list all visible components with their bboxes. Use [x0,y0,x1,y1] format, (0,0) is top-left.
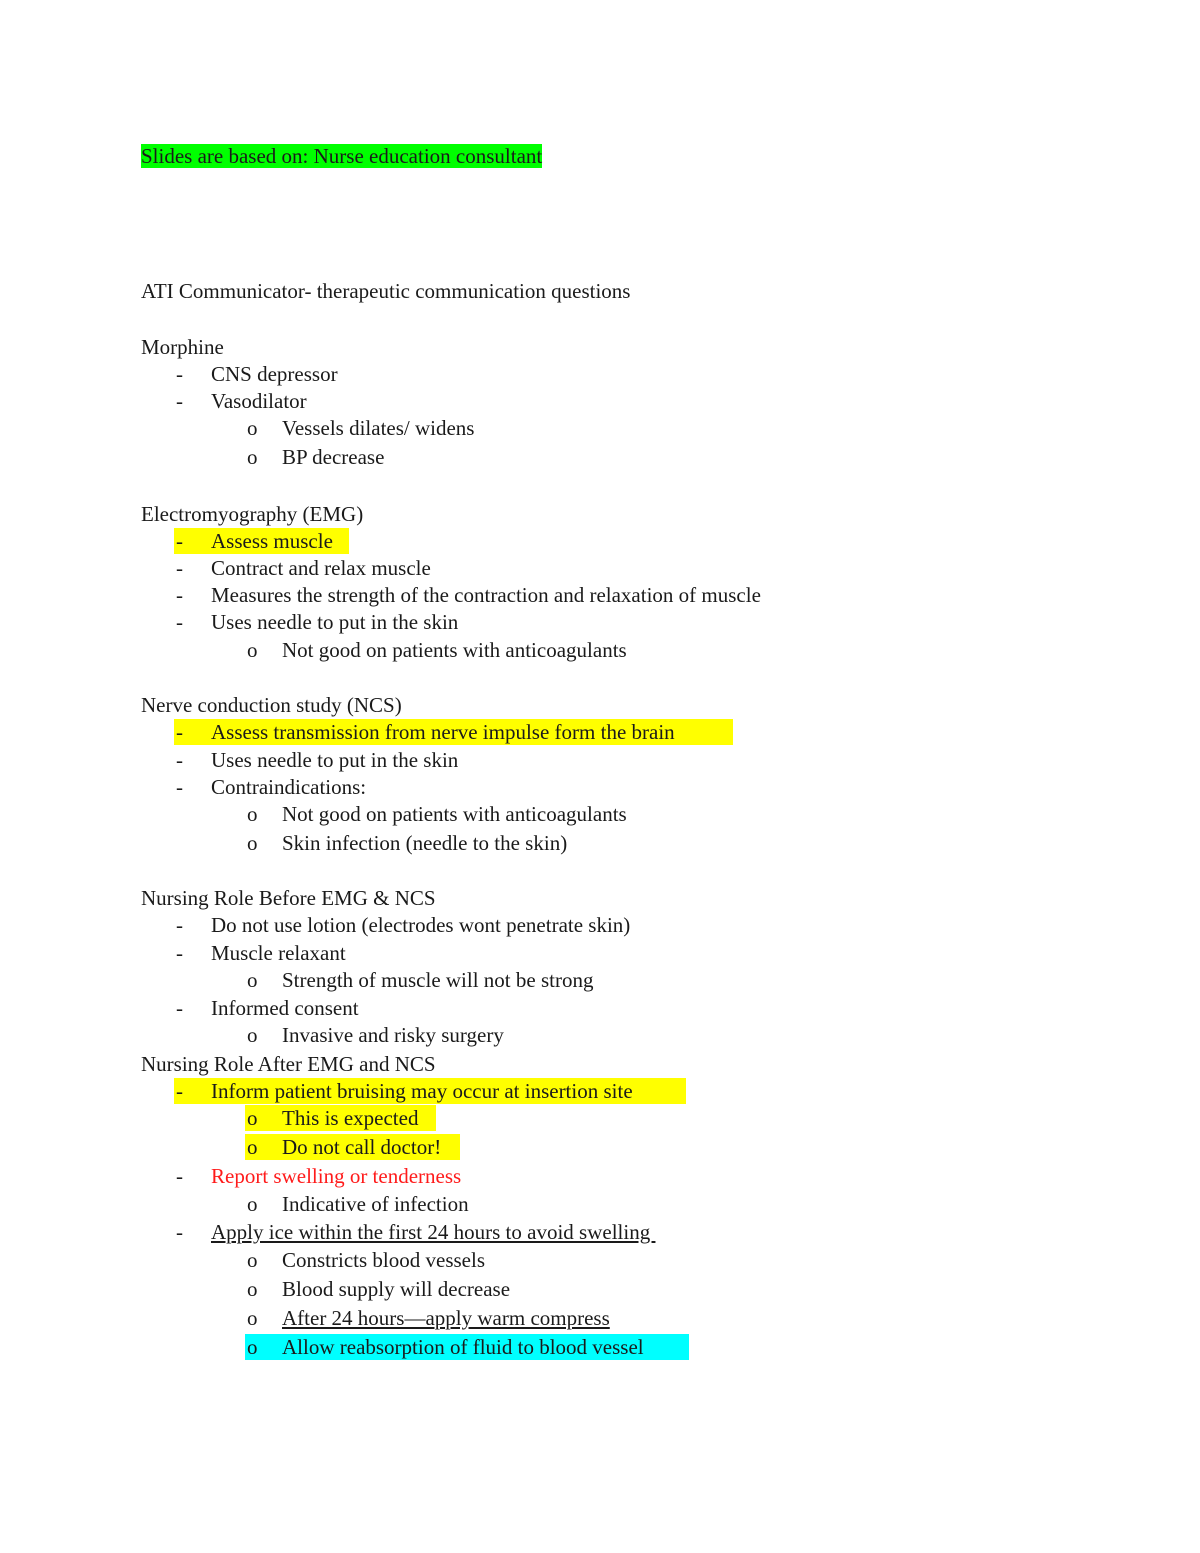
dash-marker: - [176,941,183,965]
list-item-text: Do not use lotion (electrodes wont penetrate skin) [211,913,631,937]
section-title-emg: Electromyography (EMG) [141,502,364,526]
list-item-text: Contraindications: [211,775,367,799]
sub-marker: o [247,416,258,440]
list-item-text: Muscle relaxant [211,941,346,965]
sub-marker: o [247,968,258,992]
dash-marker: - [176,556,183,580]
dash-marker: - [176,1164,183,1188]
section-title-before: Nursing Role Before EMG & NCS [141,886,436,910]
dash-marker: - [176,720,183,744]
section-title-ncs: Nerve conduction study (NCS) [141,693,402,717]
list-item-text: Inform patient bruising may occur at insertion site [211,1079,633,1103]
list-item-text: Measures the strength of the contraction and relaxation of muscle [211,583,761,607]
list-item-text: Assess transmission from nerve impulse form the brain [211,720,675,744]
sub-marker: o [247,1135,258,1159]
list-item-text: Informed consent [211,996,359,1020]
dash-marker: - [176,913,183,937]
list-item-text: Contract and relax muscle [211,556,431,580]
dash-marker: - [176,775,183,799]
sub-marker: o [247,831,258,855]
sub-marker: o [247,445,258,469]
sub-list-item-text: Allow reabsorption of fluid to blood vessel [282,1335,644,1359]
sub-list-item-text: This is expected [282,1106,419,1130]
header-note-text: Slides are based on: Nurse education consultant [141,144,543,168]
list-item-text: Report swelling or tenderness [211,1164,462,1188]
dash-marker: - [176,389,183,413]
sub-list-item-text: After 24 hours—apply warm compress [282,1306,610,1330]
sub-list-item-text: Skin infection (needle to the skin) [282,831,568,855]
header-note [141,143,542,169]
sub-list-item-text: Do not call doctor! [282,1135,442,1159]
dash-marker: - [176,1220,183,1244]
dash-marker: - [176,610,183,634]
sub-list-item-text: BP decrease [282,445,385,469]
list-item-text: Uses needle to put in the skin [211,748,459,772]
list-item-text: Uses needle to put in the skin [211,610,459,634]
dash-marker: - [176,362,183,386]
list-item-text: CNS depressor [211,362,338,386]
section-title-after: Nursing Role After EMG and NCS [141,1052,436,1076]
list-item-text: Vasodilator [211,389,307,413]
sub-marker: o [247,1335,258,1359]
section-title-morphine: Morphine [141,335,224,359]
sub-marker: o [247,802,258,826]
dash-marker: - [176,583,183,607]
sub-list-item-text: Not good on patients with anticoagulants [282,638,627,662]
dash-marker: - [176,748,183,772]
sub-list-item-text: Vessels dilates/ widens [282,416,475,440]
sub-marker: o [247,1192,258,1216]
sub-list-item-text: Invasive and risky surgery [282,1023,504,1047]
sub-marker: o [247,1277,258,1301]
dash-marker: - [176,996,183,1020]
sub-marker: o [247,1306,258,1330]
dash-marker: - [176,1079,183,1103]
sub-marker: o [247,638,258,662]
sub-list-item-text: Indicative of infection [282,1192,469,1216]
sub-marker: o [247,1023,258,1047]
sub-list-item-text: Strength of muscle will not be strong [282,968,594,992]
sub-marker: o [247,1106,258,1130]
dash-marker: - [176,529,183,553]
sub-marker: o [247,1248,258,1272]
list-item-text: Assess muscle [211,529,333,553]
sub-list-item-text: Not good on patients with anticoagulants [282,802,627,826]
list-item-text: Apply ice within the first 24 hours to avoid swelling [211,1220,656,1244]
ati-line: ATI Communicator- therapeutic communication questions [141,279,631,303]
sub-list-item-text: Constricts blood vessels [282,1248,485,1272]
sub-list-item-text: Blood supply will decrease [282,1277,511,1301]
